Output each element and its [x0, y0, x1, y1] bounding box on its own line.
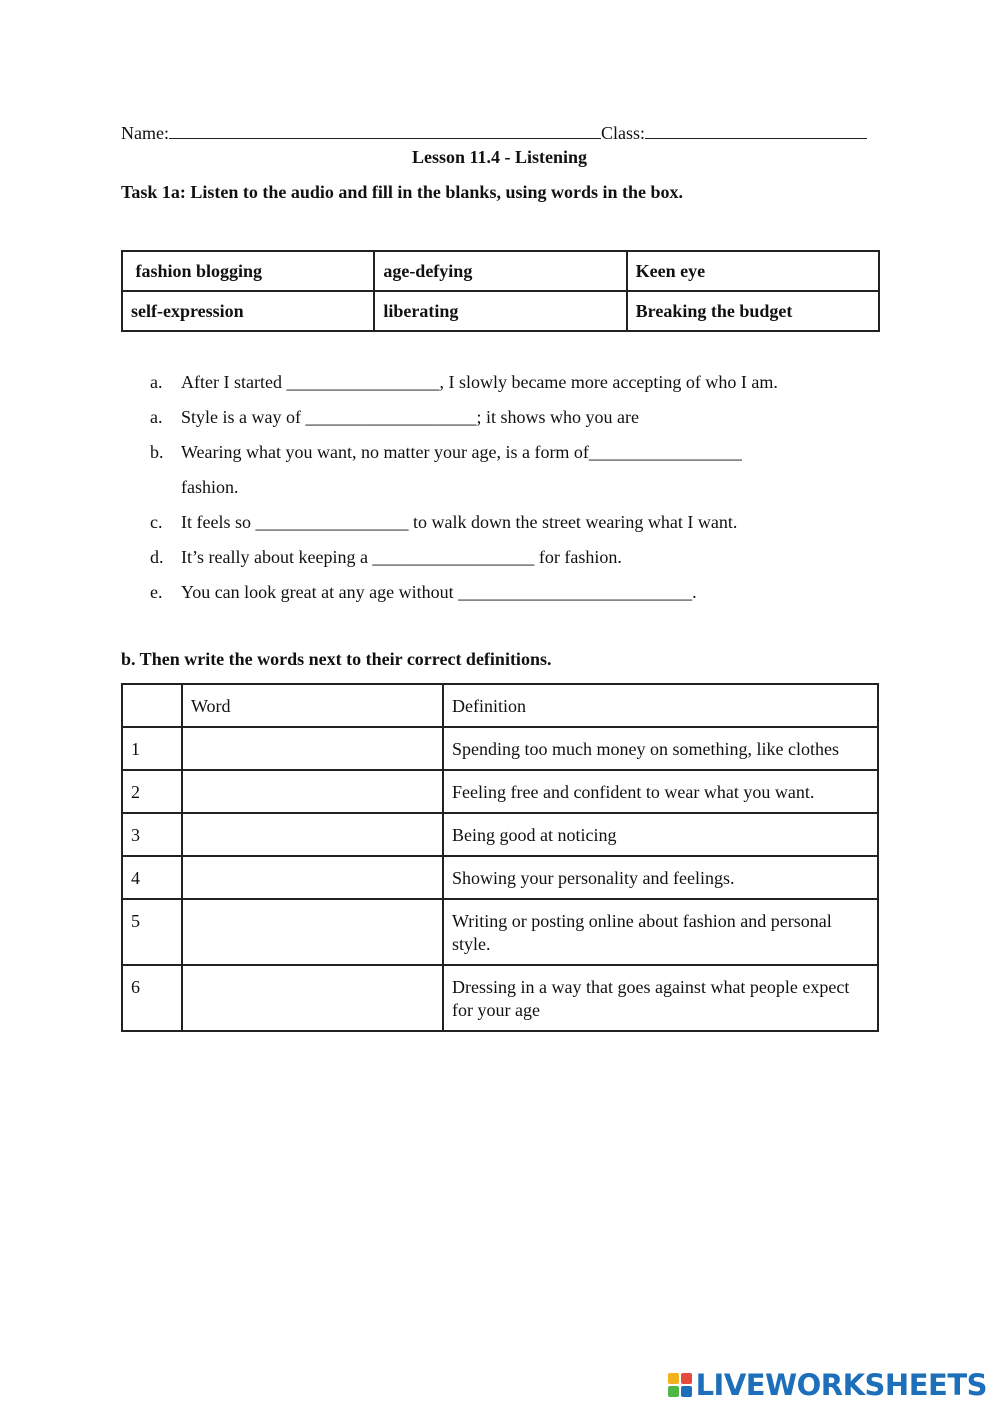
word-box-cell: age-defying: [374, 251, 626, 291]
word-box-row: [122, 251, 879, 291]
definitions-table: [121, 683, 879, 1032]
word-box-cell: self-expression: [122, 291, 374, 331]
list-item: [150, 405, 880, 440]
item-text: fashion.: [181, 477, 239, 497]
table-row: [122, 856, 878, 899]
word-box-cell: Breaking the budget: [627, 291, 879, 331]
row-number: 5: [122, 899, 182, 965]
task-1b-instruction: b. Then write the words next to their correct definitions.: [121, 649, 552, 669]
header-cell-word: Word: [182, 684, 443, 727]
word-answer-cell[interactable]: [182, 856, 443, 899]
row-number: 3: [122, 813, 182, 856]
definition-cell: Writing or posting online about fashion and personal style.: [443, 899, 878, 965]
item-marker: c.: [150, 512, 163, 532]
list-item: [150, 545, 880, 580]
word-box-cell: Keen eye: [627, 251, 879, 291]
table-row: [122, 727, 878, 770]
item-marker: a.: [150, 372, 163, 392]
fill-in-list: [150, 370, 880, 615]
word-box-cell: liberating: [374, 291, 626, 331]
list-item: [150, 440, 880, 475]
list-item: [150, 580, 880, 615]
liveworksheets-logo-icon: [668, 1373, 692, 1397]
name-class-line: [121, 121, 879, 145]
lesson-title: Lesson 11.4 - Listening: [411, 147, 588, 167]
logo-tile: [668, 1386, 679, 1397]
row-number: 1: [122, 727, 182, 770]
header-cell-number: [122, 684, 182, 727]
row-number: 6: [122, 965, 182, 1031]
class-label: Class:: [600, 123, 645, 143]
definition-cell: Showing your personality and feelings.: [443, 856, 878, 899]
word-answer-cell[interactable]: [182, 727, 443, 770]
item-marker: [150, 475, 181, 510]
word-answer-cell[interactable]: [182, 899, 443, 965]
item-text[interactable]: It’s really about keeping a __________________ for fashion.: [181, 547, 622, 567]
definition-cell: Spending too much money on something, like clothes: [443, 727, 878, 770]
list-item: [150, 510, 880, 545]
item-text[interactable]: You can look great at any age without __________________________.: [181, 582, 697, 602]
name-blank[interactable]: [169, 121, 601, 139]
logo-tile: [681, 1373, 692, 1384]
liveworksheets-brand: [668, 1370, 987, 1400]
name-label: Name:: [121, 123, 169, 143]
definition-cell: Being good at noticing: [443, 813, 878, 856]
table-row: [122, 770, 878, 813]
logo-tile: [681, 1386, 692, 1397]
definition-cell: Dressing in a way that goes against what people expect for your age: [443, 965, 878, 1031]
class-blank[interactable]: [645, 121, 867, 139]
logo-tile: [668, 1373, 679, 1384]
word-answer-cell[interactable]: [182, 965, 443, 1031]
list-item: [150, 370, 880, 405]
word-answer-cell[interactable]: [182, 813, 443, 856]
row-number: 2: [122, 770, 182, 813]
item-text[interactable]: After I started _________________, I slowly became more accepting of who I am.: [181, 372, 778, 392]
item-text[interactable]: It feels so _________________ to walk down the street wearing what I want.: [181, 512, 738, 532]
table-header-row: [122, 684, 878, 727]
list-item-continuation: [150, 475, 880, 510]
definition-cell: Feeling free and confident to wear what you want.: [443, 770, 878, 813]
item-marker: a.: [150, 407, 163, 427]
word-box-cell: fashion blogging: [122, 251, 374, 291]
brand-name: LIVEWORKSHEETS: [695, 1368, 987, 1402]
table-row: [122, 899, 878, 965]
item-marker: b.: [150, 442, 164, 462]
word-box-row: [122, 291, 879, 331]
table-row: [122, 965, 878, 1031]
table-row: [122, 813, 878, 856]
task-1a-instruction: Task 1a: Listen to the audio and fill in the blanks, using words in the box.: [121, 182, 683, 202]
word-box-table: [121, 250, 880, 332]
header-cell-definition: Definition: [443, 684, 878, 727]
word-answer-cell[interactable]: [182, 770, 443, 813]
item-text[interactable]: Style is a way of ___________________; it shows who you are: [181, 407, 639, 427]
item-marker: d.: [150, 547, 164, 567]
row-number: 4: [122, 856, 182, 899]
item-marker: e.: [150, 582, 163, 602]
item-text[interactable]: Wearing what you want, no matter your age, is a form of_________________: [181, 442, 742, 462]
